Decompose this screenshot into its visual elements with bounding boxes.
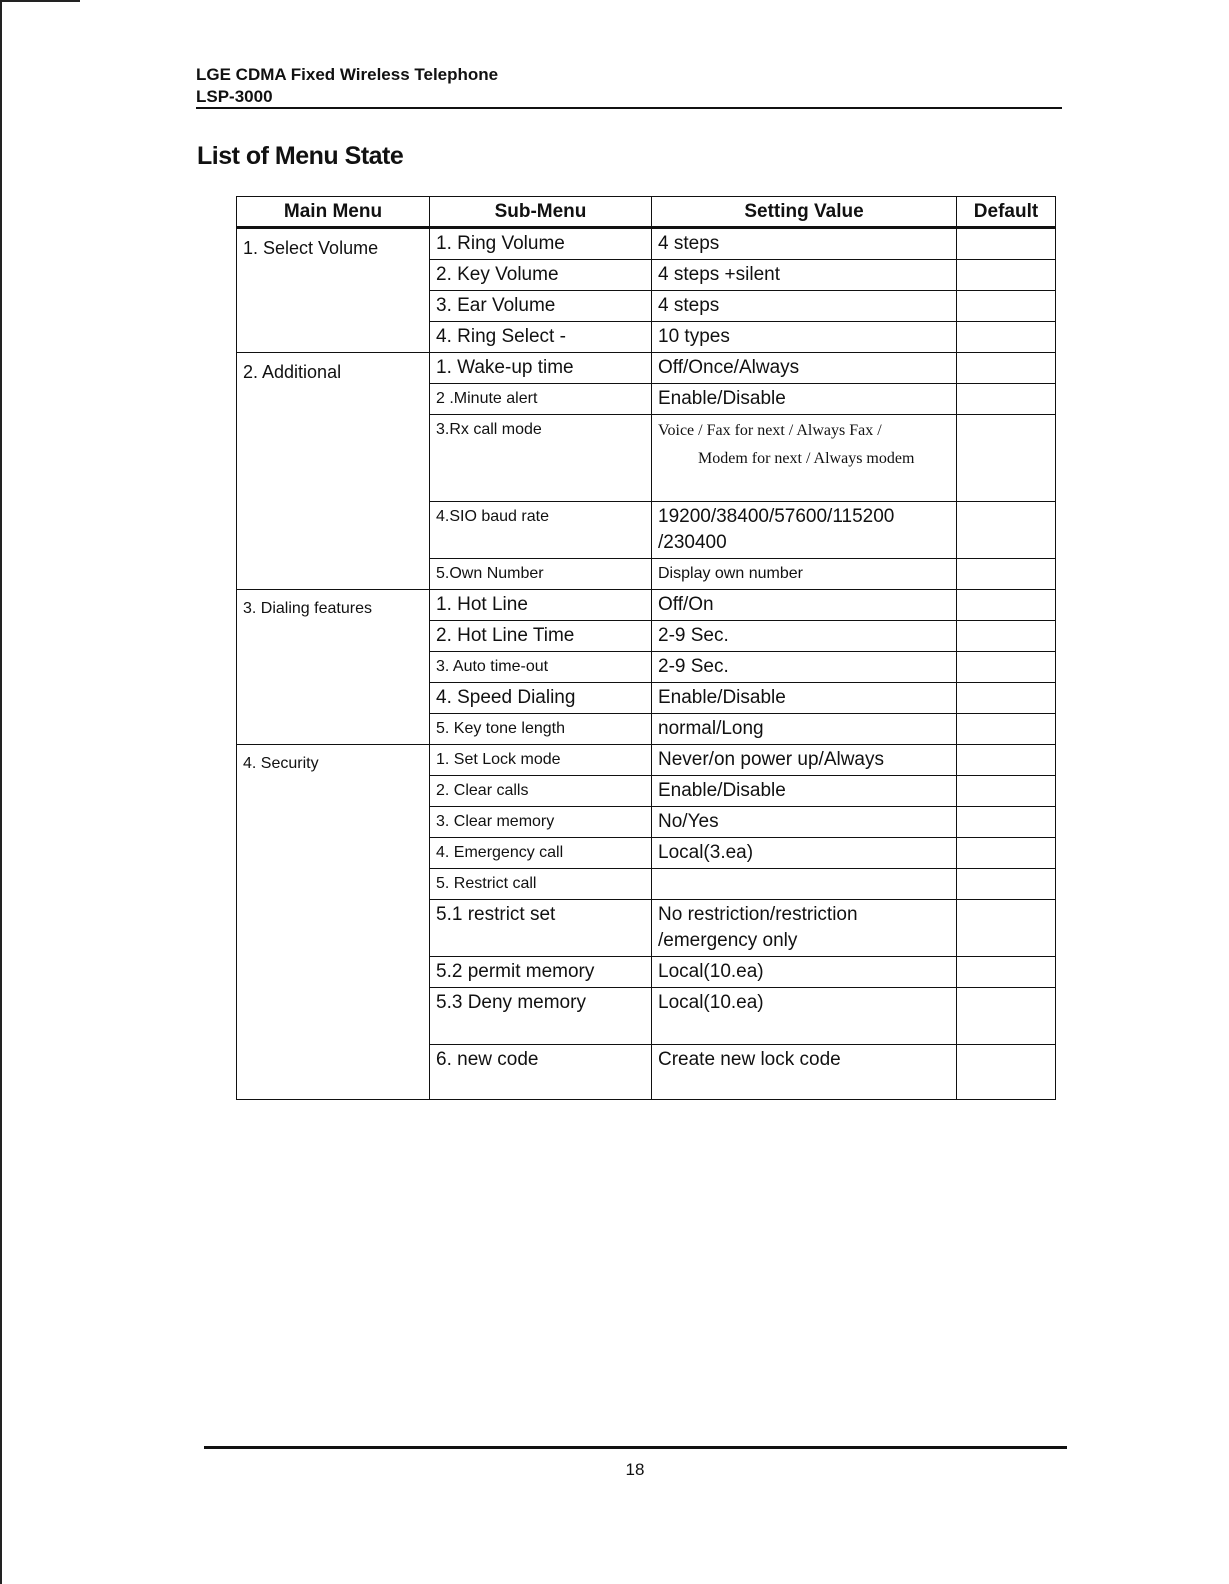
setting-value-cell: Enable/Disable bbox=[652, 683, 957, 714]
sub-menu-cell: 5. Restrict call bbox=[430, 869, 652, 900]
column-header-setting-value: Setting Value bbox=[652, 197, 957, 228]
setting-value-cell: Local(10.ea) bbox=[652, 957, 957, 988]
sub-menu-cell: 5.3 Deny memory bbox=[430, 988, 652, 1045]
column-header-main-menu: Main Menu bbox=[237, 197, 430, 228]
sub-menu-cell: 5.1 restrict set bbox=[430, 900, 652, 957]
page-header bbox=[196, 64, 1062, 108]
setting-value-continuation: /230400 bbox=[658, 532, 727, 553]
header-product-line: LGE CDMA Fixed Wireless Telephone bbox=[196, 65, 499, 84]
setting-value-cell: Enable/Disable bbox=[652, 776, 957, 807]
sub-menu-cell: 4.SIO baud rate bbox=[430, 502, 652, 559]
sub-menu-cell: 5. Key tone length bbox=[430, 714, 652, 745]
sub-menu-cell: 5.2 permit memory bbox=[430, 957, 652, 988]
sub-menu-cell: 4. Ring Select - bbox=[430, 322, 652, 353]
setting-value-line: No restriction/restriction bbox=[658, 904, 858, 925]
sub-menu-cell: 3. Ear Volume bbox=[430, 291, 652, 322]
default-cell bbox=[957, 776, 1056, 807]
sub-menu-cell: 1. Wake-up time bbox=[430, 353, 652, 384]
sub-menu-cell: 2. Key Volume bbox=[430, 260, 652, 291]
default-cell bbox=[957, 1045, 1056, 1100]
setting-value-cell: 2-9 Sec. bbox=[652, 652, 957, 683]
setting-value-cell: Enable/Disable bbox=[652, 384, 957, 415]
default-cell bbox=[957, 838, 1056, 869]
setting-value-cell: 4 steps bbox=[652, 291, 957, 322]
default-cell bbox=[957, 260, 1056, 291]
default-cell bbox=[957, 384, 1056, 415]
table-header-row bbox=[237, 197, 1056, 228]
default-cell bbox=[957, 559, 1056, 590]
scan-edge-top bbox=[0, 0, 80, 2]
default-cell bbox=[957, 415, 1056, 502]
default-cell bbox=[957, 291, 1056, 322]
setting-value-cell: 4 steps bbox=[652, 228, 957, 260]
default-cell bbox=[957, 869, 1056, 900]
scan-edge-left bbox=[0, 0, 2, 1584]
setting-value-cell: Local(10.ea) bbox=[652, 988, 957, 1045]
setting-value-cell: Create new lock code bbox=[652, 1045, 957, 1100]
default-cell bbox=[957, 652, 1056, 683]
sub-menu-cell: 2. Clear calls bbox=[430, 776, 652, 807]
default-cell bbox=[957, 745, 1056, 776]
main-menu-security: 4. Security bbox=[237, 745, 430, 1100]
column-header-sub-menu: Sub-Menu bbox=[430, 197, 652, 228]
setting-value-cell bbox=[652, 869, 957, 900]
sub-menu-cell: 2 .Minute alert bbox=[430, 384, 652, 415]
setting-value-cell: 10 types bbox=[652, 322, 957, 353]
setting-value-cell: Local(3.ea) bbox=[652, 838, 957, 869]
setting-value-cell: No/Yes bbox=[652, 807, 957, 838]
setting-value-cell: normal/Long bbox=[652, 714, 957, 745]
setting-value-line: 19200/38400/57600/115200 bbox=[658, 506, 895, 527]
setting-value-cell: Never/on power up/Always bbox=[652, 745, 957, 776]
sub-menu-cell: 3. Clear memory bbox=[430, 807, 652, 838]
default-cell bbox=[957, 322, 1056, 353]
default-cell bbox=[957, 502, 1056, 559]
footer-rule bbox=[204, 1446, 1067, 1449]
page-number: 18 bbox=[625, 1460, 645, 1479]
default-cell bbox=[957, 683, 1056, 714]
main-menu-dialing-features: 3. Dialing features bbox=[237, 590, 430, 745]
sub-menu-cell: 3.Rx call mode bbox=[430, 415, 652, 502]
default-cell bbox=[957, 621, 1056, 652]
setting-value-cell: Off/Once/Always bbox=[652, 353, 957, 384]
sub-menu-cell: 5.Own Number bbox=[430, 559, 652, 590]
setting-value-cell: Display own number bbox=[652, 559, 957, 590]
setting-value-cell: 2-9 Sec. bbox=[652, 621, 957, 652]
sub-menu-cell: 3. Auto time-out bbox=[430, 652, 652, 683]
setting-value-cell bbox=[652, 502, 957, 559]
column-header-default: Default bbox=[957, 197, 1056, 228]
page-title: List of Menu State bbox=[197, 142, 404, 170]
menu-state-table bbox=[236, 196, 1056, 1100]
setting-value-cell: 4 steps +silent bbox=[652, 260, 957, 291]
setting-value-continuation: /emergency only bbox=[658, 930, 798, 951]
default-cell bbox=[957, 807, 1056, 838]
default-cell bbox=[957, 957, 1056, 988]
setting-value-cell bbox=[652, 900, 957, 957]
main-menu-additional: 2. Additional bbox=[237, 353, 430, 590]
table-row bbox=[237, 590, 1056, 621]
default-cell bbox=[957, 590, 1056, 621]
sub-menu-cell: 1. Set Lock mode bbox=[430, 745, 652, 776]
setting-value-line: Voice / Fax for next / Always Fax / bbox=[658, 422, 882, 439]
default-cell bbox=[957, 228, 1056, 260]
table-row bbox=[237, 228, 1056, 260]
sub-menu-cell: 1. Hot Line bbox=[430, 590, 652, 621]
sub-menu-cell: 4. Speed Dialing bbox=[430, 683, 652, 714]
default-cell bbox=[957, 900, 1056, 957]
default-cell bbox=[957, 714, 1056, 745]
sub-menu-cell: 4. Emergency call bbox=[430, 838, 652, 869]
table-row bbox=[237, 353, 1056, 384]
header-model-line: LSP-3000 bbox=[196, 87, 273, 106]
setting-value-cell bbox=[652, 415, 957, 502]
setting-value-continuation: Modem for next / Always modem bbox=[698, 450, 915, 467]
table-row bbox=[237, 745, 1056, 776]
sub-menu-cell: 1. Ring Volume bbox=[430, 228, 652, 260]
setting-value-cell: Off/On bbox=[652, 590, 957, 621]
default-cell bbox=[957, 988, 1056, 1045]
main-menu-select-volume: 1. Select Volume bbox=[237, 228, 430, 353]
header-rule bbox=[196, 107, 1062, 109]
default-cell bbox=[957, 353, 1056, 384]
sub-menu-cell: 2. Hot Line Time bbox=[430, 621, 652, 652]
sub-menu-cell: 6. new code bbox=[430, 1045, 652, 1100]
